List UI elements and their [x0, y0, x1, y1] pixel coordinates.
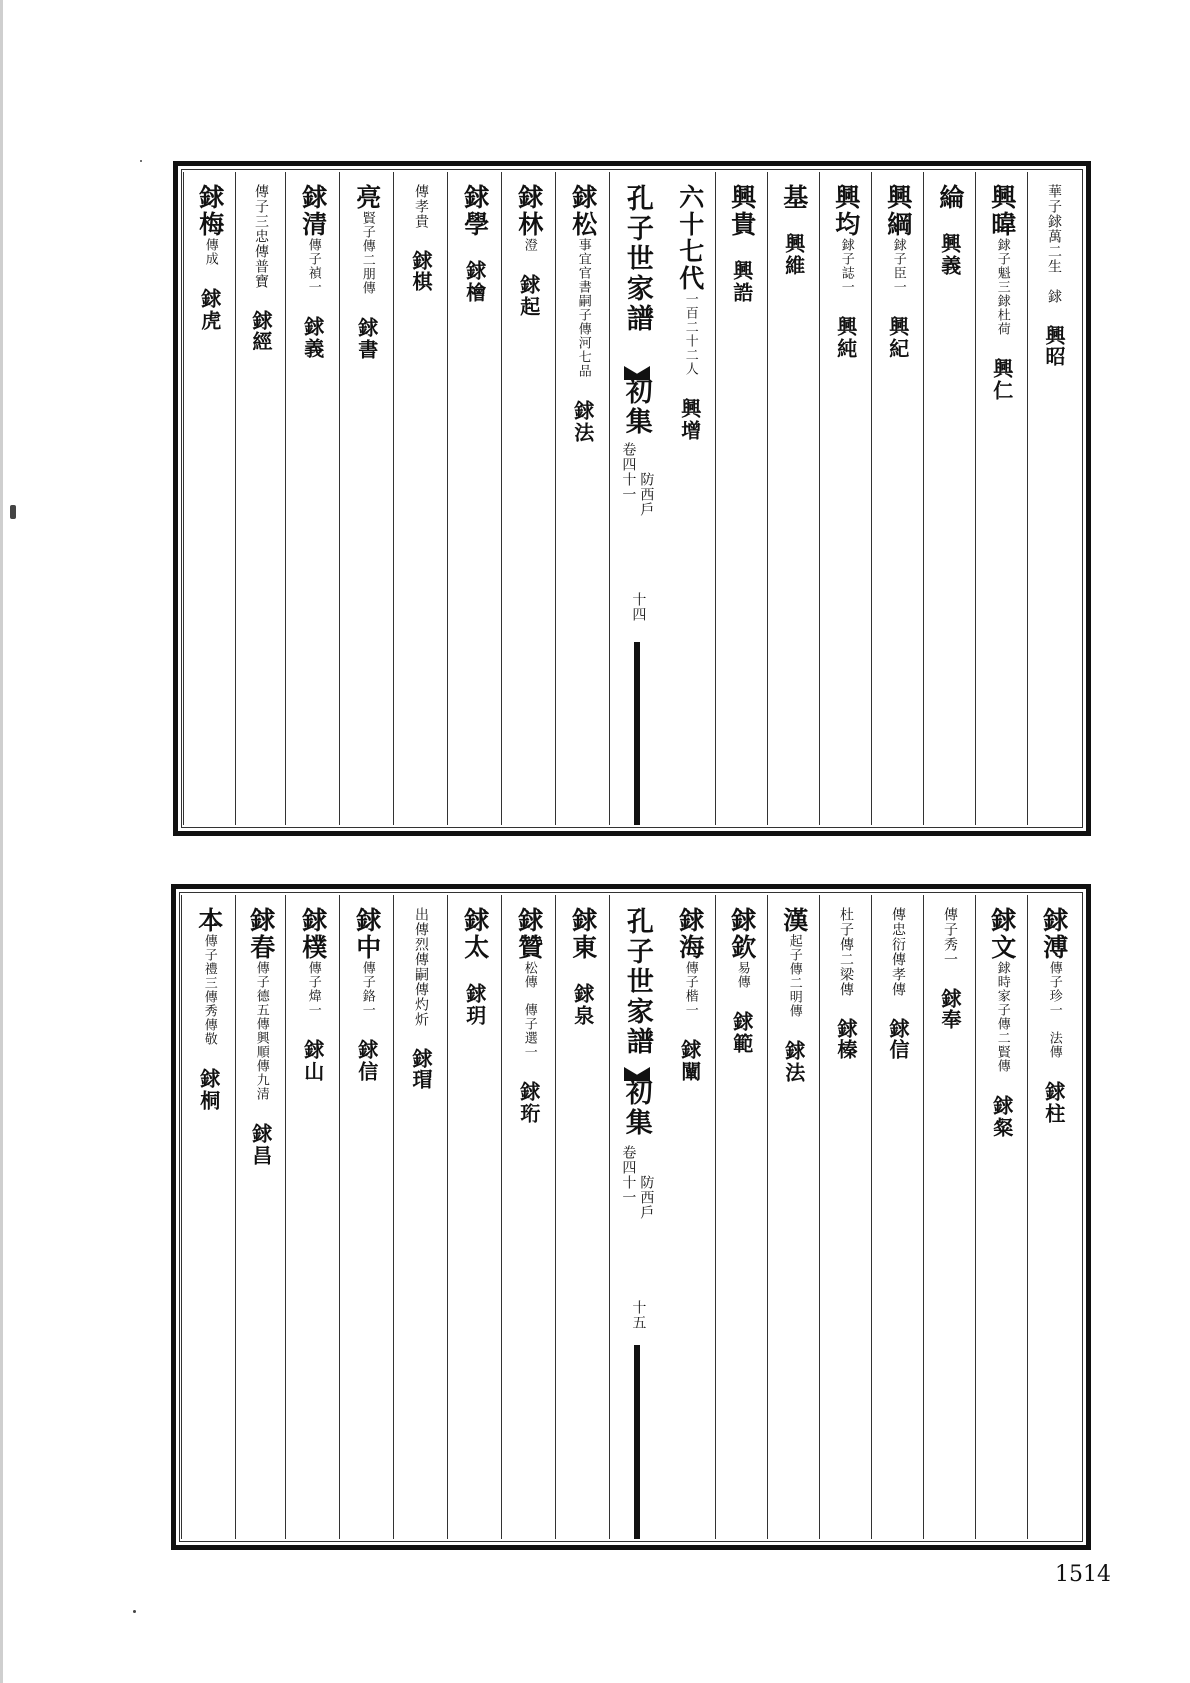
- col-name: 銶中傳子鉻一 銶信: [352, 907, 382, 1083]
- annotation-text: 銶子魁三銶杜荷: [994, 238, 1010, 336]
- col-name: 興均銶子誌一 興純: [831, 184, 861, 360]
- descendant-name: 銶經: [249, 289, 273, 352]
- top-col-l7: [235, 172, 286, 825]
- descendant-name: 銶法: [570, 378, 595, 444]
- descendant-name: 興誥: [729, 238, 754, 304]
- annotation-text: 傳子鉻一: [359, 961, 375, 1017]
- top-col-l1: [555, 172, 610, 825]
- col-text: 出傳烈傳嗣傳灼炘 銶瑁: [409, 907, 433, 1090]
- bottom-col-r5: [819, 895, 872, 1539]
- col-name: 銶海傳子楷一 銶闡: [675, 907, 705, 1083]
- col-name: 銶林澄 銶起: [514, 184, 544, 318]
- descendant-name: 銶棋: [409, 229, 433, 292]
- descendant-name: 銶虎: [197, 266, 222, 332]
- bottom-col-r7: [715, 895, 768, 1539]
- descendant-name: 銶榛: [834, 997, 858, 1060]
- top-page-frame: [173, 161, 1091, 836]
- bottom-col-r6: [767, 895, 820, 1539]
- volume-label: 卷四十一: [620, 1145, 637, 1205]
- col-name: 銶春傳子德五傳興順傳九清 銶昌: [246, 907, 276, 1167]
- annotation-text: 銶時家子傳二賢傳: [994, 961, 1010, 1073]
- bottom-col-l5: [339, 895, 394, 1539]
- col-name: 基 興維: [779, 184, 809, 277]
- top-col-l5: [339, 172, 394, 825]
- bottom-col-r8: [663, 895, 716, 1539]
- col-name: 綸 興義: [935, 184, 965, 277]
- col-text: 傳忠衍傳孝傳 銶信: [886, 907, 910, 1060]
- annotation-text: 傳子德五傳興順傳九清: [253, 961, 269, 1101]
- descendant-name: 銶義: [300, 294, 325, 360]
- book-title: 孔子世家譜: [621, 907, 653, 1057]
- scan-speck: [133, 1610, 136, 1613]
- descendant-name: 銶起: [516, 252, 541, 318]
- annotation-text: 銶子臣一: [890, 238, 906, 294]
- col-name: 興暐銶子魁三銶杜荷 興仁: [987, 184, 1017, 402]
- descendant-name: 銶檜: [462, 238, 487, 304]
- descendant-name: 銶粲: [989, 1073, 1014, 1139]
- col-name: 興貴 興誥: [727, 184, 757, 304]
- annotation-text: 傳子楷一: [682, 961, 698, 1017]
- col-text: 傳子三忠傳普寶 銶經: [249, 184, 273, 352]
- top-col-r7: [715, 172, 768, 825]
- bottom-col-r1: [1027, 895, 1080, 1539]
- bottom-col-r3: [923, 895, 976, 1539]
- descendant-name: 興仁: [989, 336, 1014, 402]
- annotation-text: 澄: [521, 238, 537, 252]
- col-name: 銶贊松傳 傳子選一 銶珩: [514, 907, 544, 1125]
- descendant-name: 銶玥: [462, 961, 487, 1027]
- descendant-name: 銶柱: [1041, 1059, 1066, 1125]
- annotation-text: 事宜官書嗣子傳河七品: [575, 238, 591, 378]
- col-name: 銶太 銶玥: [460, 907, 490, 1027]
- bottom-col-l3: [447, 895, 502, 1539]
- descendant-name: 銶法: [781, 1018, 806, 1084]
- descendant-name: 銶奉: [938, 967, 962, 1030]
- top-col-r4: [871, 172, 924, 825]
- spine-text: [622, 172, 652, 334]
- descendant-name: 興純: [833, 294, 858, 360]
- descendant-name: 銶瑁: [409, 1027, 433, 1090]
- col-name: 亮賢子傳二朋傳 銶書: [352, 184, 382, 361]
- descendant-name: 銶書: [354, 295, 379, 361]
- bottom-page-frame: [171, 884, 1091, 1550]
- top-col-r8: [663, 172, 716, 825]
- collection-wrap: [621, 1078, 651, 1138]
- top-col-l6: [285, 172, 340, 825]
- descendant-name: 銶桐: [196, 1046, 221, 1112]
- annotation-text: 起子傳二明傳: [786, 934, 802, 1018]
- bottom-col-l2: [501, 895, 556, 1539]
- spine-rule: [634, 642, 640, 825]
- bottom-col-l8: [181, 895, 236, 1539]
- bottom-col-r4: [871, 895, 924, 1539]
- bottom-columns: [182, 895, 1080, 1539]
- col-name: 銶清傳子禎一 銶義: [298, 184, 328, 360]
- descendant-name: 銶闡: [677, 1017, 702, 1083]
- col-name: 銶學 銶檜: [460, 184, 490, 304]
- descendant-name: 銶信: [886, 997, 910, 1060]
- annotation-text: 傳子煒一: [305, 961, 321, 1017]
- col-name: 漢起子傳二明傳 銶法: [779, 907, 809, 1084]
- descendant-name: 興維: [781, 211, 806, 277]
- col-text: 傳子秀一 銶奉: [938, 907, 962, 1030]
- annotation-text: 傳子禎一: [305, 238, 321, 294]
- book-title: 孔子世家譜: [621, 184, 653, 334]
- top-col-l4: [393, 172, 448, 825]
- collection-wrap: [621, 377, 651, 437]
- top-col-l8: [183, 172, 236, 825]
- descendant-name: 銶信: [354, 1017, 379, 1083]
- col-name: 銶文銶時家子傳二賢傳 銶粲: [987, 907, 1017, 1139]
- annotation-text: 松傳 傳子選一: [521, 961, 537, 1059]
- scan-speck: [10, 505, 16, 519]
- bottom-center-spine: [609, 895, 664, 1539]
- descendant-name: 興增: [677, 376, 702, 442]
- bottom-col-l4: [393, 895, 448, 1539]
- descendant-name: 銶範: [729, 989, 754, 1055]
- col-name: 銶東 銶泉: [568, 907, 598, 1027]
- annotation-text: 賢子傳二朋傳: [359, 211, 375, 295]
- col-name: 銶欽易傳 銶範: [727, 907, 757, 1055]
- top-col-l2: [501, 172, 556, 825]
- col-text: 華子銶萬二生 銶 興昭: [1042, 184, 1066, 367]
- bottom-col-l7: [235, 895, 286, 1539]
- col-name: 銶梅傳成 銶虎: [195, 184, 225, 332]
- descendant-name: 興紀: [885, 294, 910, 360]
- collection-label: 初集: [620, 377, 652, 437]
- top-col-r3: [923, 172, 976, 825]
- col-text: 杜子傳二梁傳 銶榛: [834, 907, 858, 1060]
- generation-heading: 六十七代一百二十二人 興增: [675, 184, 705, 442]
- bottom-col-r2: [975, 895, 1028, 1539]
- section-label: 防西戶: [638, 472, 655, 517]
- top-col-r2: [975, 172, 1028, 825]
- top-col-r6: [767, 172, 820, 825]
- top-col-l3: [447, 172, 502, 825]
- section-label: 防西戶: [638, 1175, 655, 1220]
- top-columns: [184, 172, 1080, 825]
- col-name: 興綱銶子臣一 興紀: [883, 184, 913, 360]
- descendant-name: 興義: [937, 211, 962, 277]
- top-col-r1: [1027, 172, 1080, 825]
- descendant-name: 銶泉: [570, 961, 595, 1027]
- descendant-name: 興昭: [1042, 304, 1066, 367]
- descendant-name: 銶山: [300, 1017, 325, 1083]
- scan-speck: [140, 160, 142, 162]
- top-center-spine: [609, 172, 664, 825]
- bottom-col-l6: [285, 895, 340, 1539]
- top-col-r5: [819, 172, 872, 825]
- col-name: 銶松事宜官書嗣子傳河七品 銶法: [568, 184, 598, 444]
- collection-label: 初集: [620, 1078, 652, 1138]
- col-name: 本傳子禮三傳秀傳敬 銶桐: [194, 907, 224, 1112]
- annotation-text: 易傳: [734, 961, 750, 989]
- descendant-name: 銶珩: [516, 1059, 541, 1125]
- annotation-text: 銶子誌一: [838, 238, 854, 294]
- col-text: 傳孝貴 銶棋: [409, 184, 433, 292]
- page-number: 1514: [1055, 1562, 1111, 1587]
- volume-label: 卷四十一: [620, 442, 637, 502]
- folio-number: 十五: [630, 1300, 647, 1330]
- bottom-col-l1: [555, 895, 610, 1539]
- folio-number: 十四: [630, 592, 647, 622]
- annotation-text: 傳子禮三傳秀傳敬: [201, 934, 217, 1046]
- spine-text: [622, 895, 652, 1057]
- annotation-text: 傳成: [202, 238, 218, 266]
- spine-rule: [634, 1345, 640, 1539]
- descendant-name: 銶昌: [248, 1101, 273, 1167]
- annotation-text: 一百二十二人: [682, 292, 698, 376]
- col-name: 銶溥傳子珍一 法傳 銶柱: [1039, 907, 1069, 1125]
- annotation-text: 傳子珍一 法傳: [1046, 961, 1062, 1059]
- col-name: 銶樸傳子煒一 銶山: [298, 907, 328, 1083]
- scan-left-edge: [0, 0, 3, 1683]
